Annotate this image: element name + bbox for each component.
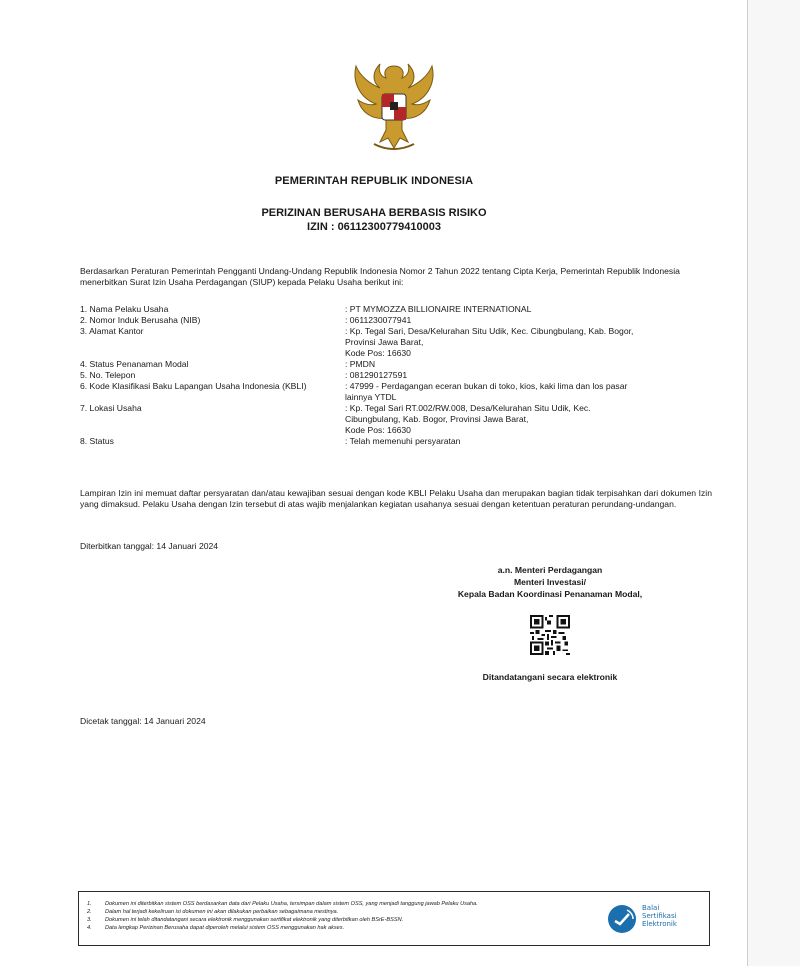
issued-date: Diterbitkan tanggal: 14 Januari 2024 bbox=[80, 541, 219, 551]
printed-date: Dicetak tanggal: 14 Januari 2024 bbox=[80, 716, 206, 726]
footer-box bbox=[78, 891, 710, 946]
field-label: 1. Nama Pelaku Usaha bbox=[80, 304, 169, 314]
field-value: Kode Pos: 16630 bbox=[345, 425, 411, 435]
field-value: : 47999 - Perdagangan eceran bukan di toko, kios, kaki lima dan los pasar bbox=[345, 381, 628, 391]
field-label: 2. Nomor Induk Berusaha (NIB) bbox=[80, 315, 201, 325]
field-value: Cibungbulang, Kab. Bogor, Provinsi Jawa Barat, bbox=[345, 414, 529, 424]
background-edge bbox=[748, 0, 800, 966]
signature-line-2: Menteri Investasi/ bbox=[513, 577, 587, 587]
field-label: 6. Kode Klasifikasi Baku Lapangan Usaha Indonesia (KBLI) bbox=[80, 381, 307, 391]
footer-notes bbox=[87, 900, 607, 932]
field-value: Kode Pos: 16630 bbox=[345, 348, 411, 358]
footer-note: 3. Dokumen ini telah ditandatangani secara elektronik menggunakan sertifikat elektronik yang diterbitkan oleh BSrE-BSSN. bbox=[87, 917, 404, 923]
field-row bbox=[80, 370, 720, 381]
garuda-emblem-icon bbox=[350, 58, 438, 156]
field-value: : Kp. Tegal Sari RT.002/RW.008, Desa/Kelurahan Situ Udik, Kec. bbox=[345, 403, 591, 413]
footer-note: 1. Dokumen ini diterbitkan sistem OSS berdasarkan data dari Pelaku Usaha, tersimpan dalam sistem OSS, yang menjadi tanggung jawab Pelaku Usaha. bbox=[87, 901, 478, 907]
field-row bbox=[80, 381, 720, 403]
field-label: 7. Lokasi Usaha bbox=[80, 403, 142, 413]
field-value: : Kp. Tegal Sari, Desa/Kelurahan Situ Udik, Kec. Cibungbulang, Kab. Bogor, bbox=[345, 326, 634, 336]
footer-note: 2. Dalam hal terjadi kekeliruan isi dokumen ini akan dilakukan perbaikan sebagaimana mestinya. bbox=[87, 909, 339, 915]
footer-note: 4. Data lengkap Perizinan Berusaha dapat diperoleh melalui sistem OSS menggunakan hak akses. bbox=[87, 925, 345, 931]
signature-block bbox=[420, 564, 680, 600]
intro-paragraph: Berdasarkan Peraturan Pemerintah Pengganti Undang-Undang Republik Indonesia Nomor 2 Tahun 2022 tentang Cipta Kerja, Pemerintah Republik Indonesia menerbitkan Surat Izin Usaha Perdagangan (SIUP) kepada Pelaku Usaha berikut ini: bbox=[80, 266, 680, 287]
field-row bbox=[80, 359, 720, 370]
government-title: PEMERINTAH REPUBLIK INDONESIA bbox=[274, 175, 474, 187]
attachment-paragraph: Lampiran Izin ini memuat daftar persyaratan dan/atau kewajiban sesuai dengan kode KBLI Pelaku Usaha dan merupakan bagian tidak terpisahkan dari dokumen Izin yang dimaksud. Pelaku Usaha dengan Izin tersebut di atas wajib menjalankan kegiatan usahanya sesuai dengan ketentuan peraturan perundang-undangan. bbox=[80, 488, 712, 509]
field-value: : 0611230077941 bbox=[345, 315, 412, 325]
bsre-logo bbox=[607, 904, 707, 934]
field-row bbox=[80, 326, 720, 359]
license-number: IZIN : 06112300779410003 bbox=[307, 221, 441, 233]
field-label: 5. No. Telepon bbox=[80, 370, 136, 380]
field-value: : Telah memenuhi persyaratan bbox=[345, 436, 461, 446]
field-value: Provinsi Jawa Barat, bbox=[345, 337, 424, 347]
field-value: : 081290127591 bbox=[345, 370, 408, 380]
field-label: 3. Alamat Kantor bbox=[80, 326, 144, 336]
field-value: : PMDN bbox=[345, 359, 376, 369]
field-value: lainnya YTDL bbox=[345, 392, 397, 402]
field-label: 4. Status Penanaman Modal bbox=[80, 359, 189, 369]
field-row bbox=[80, 436, 720, 447]
field-row bbox=[80, 304, 720, 315]
bsre-logo-text: Balai Sertifikasi Elektronik bbox=[642, 904, 677, 928]
signature-line-3: Kepala Badan Koordinasi Penanaman Modal, bbox=[457, 589, 643, 599]
electronic-signature-note: Ditandatangani secara elektronik bbox=[482, 672, 618, 682]
field-value: : PT MYMOZZA BILLIONAIRE INTERNATIONAL bbox=[345, 304, 532, 314]
document-title: PERIZINAN BERUSAHA BERBASIS RISIKO bbox=[261, 207, 487, 219]
signature-line-1: a.n. Menteri Perdagangan bbox=[497, 565, 603, 575]
business-fields bbox=[80, 304, 720, 447]
bsre-logo-icon bbox=[607, 904, 637, 934]
field-row bbox=[80, 403, 720, 436]
field-label: 8. Status bbox=[80, 436, 114, 446]
qr-code-icon[interactable] bbox=[530, 615, 570, 655]
field-row bbox=[80, 315, 720, 326]
